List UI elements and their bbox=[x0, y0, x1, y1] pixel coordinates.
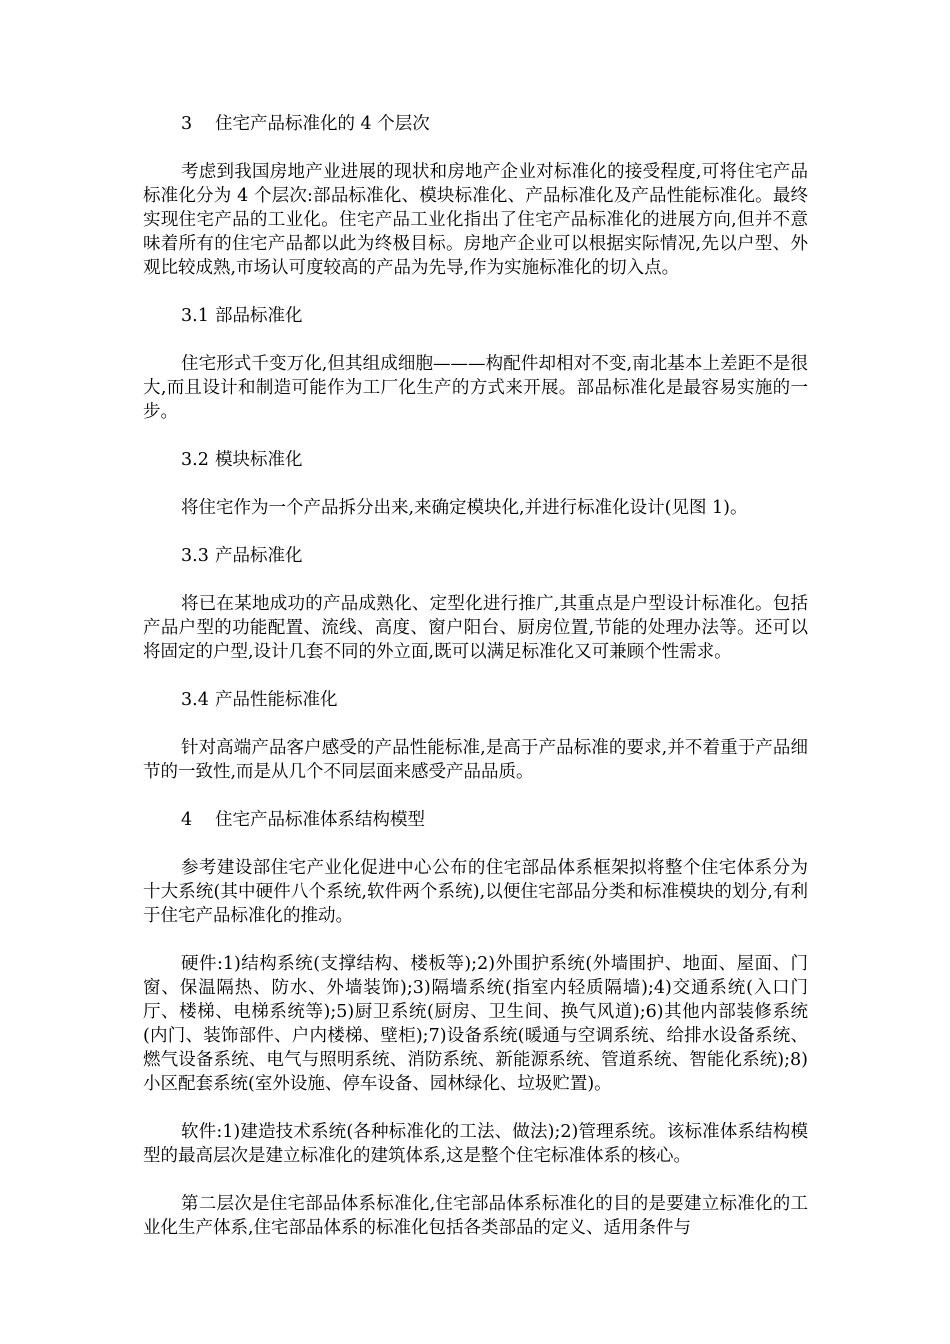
paragraph-software-systems: 软件:1)建造技术系统(各种标准化的工法、做法);2)管理系统。该标准体系结构模型的最高层次是建立标准化的建筑体系,这是整个住宅标准体系的核心。 bbox=[143, 1122, 808, 1166]
section-heading-3-1 bbox=[143, 304, 808, 328]
section-number: 3.3 bbox=[181, 546, 209, 566]
section-heading-3 bbox=[143, 112, 808, 136]
section-title: 部品标准化 bbox=[215, 306, 303, 326]
paragraph-performance-standardization: 针对高端产品客户感受的产品性能标准,是高于产品标准的要求,并不着重于产品细节的一致性,而是从几个不同层面来感受产品品质。 bbox=[143, 738, 808, 782]
paragraph-levels-overview: 考虑到我国房地产业进展的现状和房地产企业对标准化的接受程度,可将住宅产品标准化分为 4 个层次:部品标准化、模块标准化、产品标准化及产品性能标准化。最终实现住宅产品的工业化。住宅产品工业化指出了住宅产品标准化的进展方向,但并不意味着所有的住宅产品都以此为终极目标。房地产企业可以根据实际情况,先以户型、外观比较成熟,市场认可度较高的产品为先导,作为实施标准化的切入点。 bbox=[143, 162, 808, 278]
section-number: 3.1 bbox=[181, 306, 209, 326]
section-number: 4 bbox=[181, 810, 193, 830]
paragraph-module-standardization: 将住宅作为一个产品拆分出来,来确定模块化,并进行标准化设计(见图 1)。 bbox=[181, 498, 748, 518]
section-heading-3-3 bbox=[143, 544, 808, 568]
section-number: 3.2 bbox=[181, 450, 209, 470]
section-title: 模块标准化 bbox=[215, 450, 303, 470]
paragraph-component-standardization: 住宅形式千变万化,但其组成细胞———构配件却相对不变,南北基本上差距不是很大,而且设计和制造可能作为工厂化生产的方式来开展。部品标准化是最容易实施的一步。 bbox=[143, 354, 808, 422]
paragraph-second-level: 第二层次是住宅部品体系标准化,住宅部品体系标准化的目的是要建立标准化的工业化生产体系,住宅部品体系的标准化包括各类部品的定义、适用条件与 bbox=[143, 1194, 808, 1238]
section-heading-4 bbox=[143, 808, 808, 832]
section-title: 住宅产品标准化的 4 个层次 bbox=[215, 114, 430, 134]
section-title: 产品性能标准化 bbox=[215, 690, 338, 710]
section-number: 3 bbox=[181, 114, 193, 134]
paragraph-system-framework: 参考建设部住宅产业化促进中心公布的住宅部品体系框架拟将整个住宅体系分为十大系统(其中硬件八个系统,软件两个系统),以便住宅部品分类和标准模块的划分,有利于住宅产品标准化的推动。 bbox=[143, 858, 808, 926]
paragraph-product-standardization: 将已在某地成功的产品成熟化、定型化进行推广,其重点是户型设计标准化。包括产品户型的功能配置、流线、高度、窗户阳台、厨房位置,节能的处理办法等。还可以将固定的户型,设计几套不同的外立面,既可以满足标准化又可兼顾个性需求。 bbox=[143, 594, 808, 662]
section-number: 3.4 bbox=[181, 690, 209, 710]
section-title: 产品标准化 bbox=[215, 546, 303, 566]
section-heading-3-4 bbox=[143, 688, 808, 712]
section-title: 住宅产品标准体系结构模型 bbox=[215, 810, 425, 830]
paragraph-hardware-systems: 硬件:1)结构系统(支撑结构、楼板等);2)外围护系统(外墙围护、地面、屋面、门窗、保温隔热、防水、外墙装饰);3)隔墙系统(指室内轻质隔墙);4)交通系统(入口门厅、楼梯、电梯系统等);5)厨卫系统(厨房、卫生间、换气风道);6)其他内部装修系统(内门、装饰部件、户内楼梯、壁柜);7)设备系统(暖通与空调系统、给排水设备系统、燃气设备系统、电气与照明系统、消防系统、新能源系统、管道系统、智能化系统);8)小区配套系统(室外设施、停车设备、园林绿化、垃圾贮置)。 bbox=[143, 954, 808, 1094]
document-page bbox=[143, 112, 808, 1240]
section-heading-3-2 bbox=[143, 448, 808, 472]
